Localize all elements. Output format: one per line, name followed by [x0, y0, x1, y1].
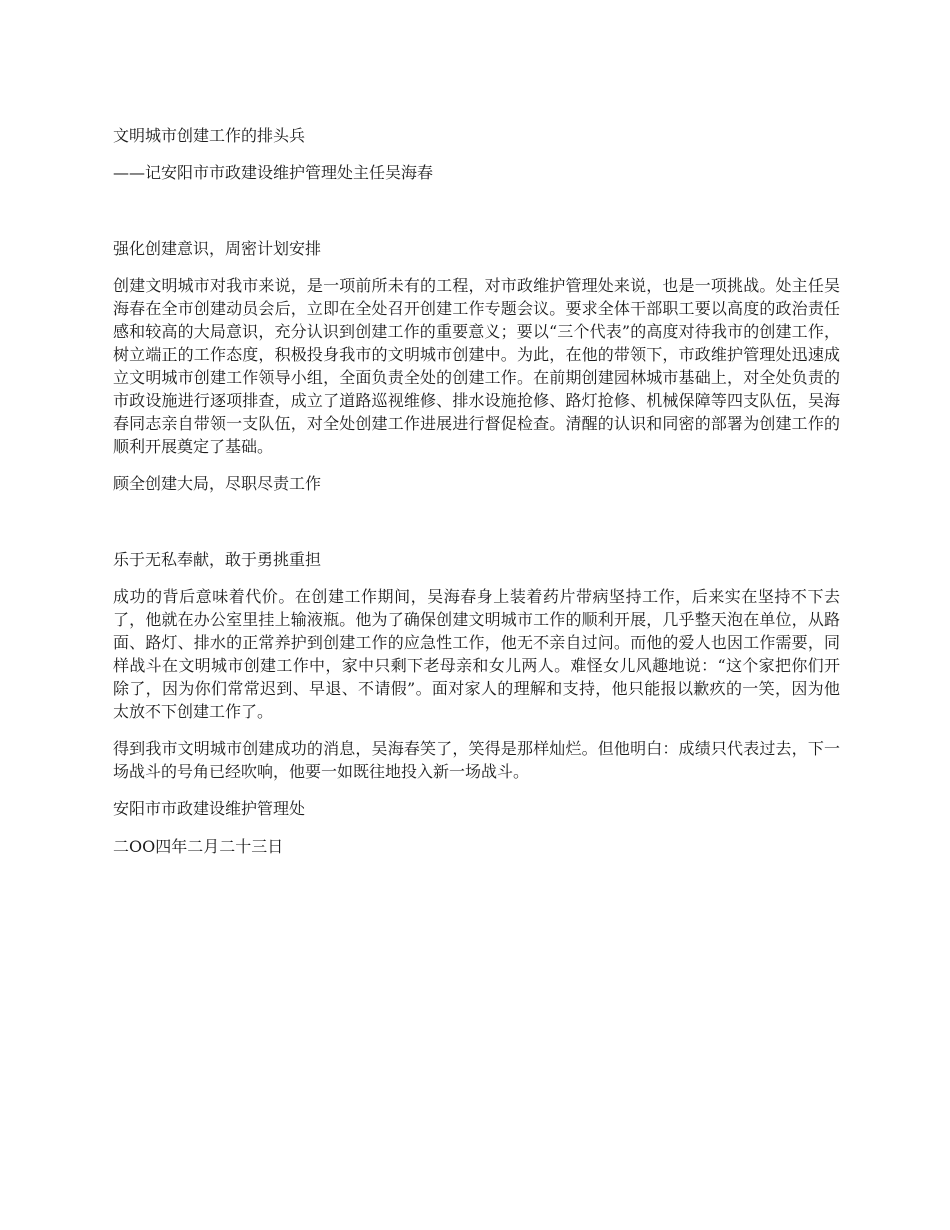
- section-3-paragraph-2: 得到我市文明城市创建成功的消息，吴海春笑了，笑得是那样灿烂。但他明白：成绩只代表过去，下一场战斗的号角已经吹响，他要一如既往地投入新一场战斗。: [113, 739, 840, 781]
- section-heading-3: 乐于无私奉献，敢于勇挑重担: [113, 550, 322, 569]
- document-page: [113, 124, 840, 859]
- section-1-paragraph-1: 创建文明城市对我市来说，是一项前所未有的工程，对市政维护管理处来说，也是一项挑战。处主任吴海春在全市创建动员会后，立即在全处召开创建工作专题会议。要求全体干部职工要以高度的政治责任感和较高的大局意识，充分认识到创建工作的重要意义；要以“三个代表”的高度对待我市的创建工作，树立端正的工作态度，积极投身我市的文明城市创建中。为此，在他的带领下，市政维护管理处迅速成立文明城市创建工作领导小组，全面负责全处的创建工作。在前期创建园林城市基础上，对全处负责的市政设施进行逐项排查，成立了道路巡视维修、排水设施抢修、路灯抢修、机械保障等四支队伍，吴海春同志亲自带领一支队伍，对全处创建工作进展进行督促检查。清醒的认识和同密的部署为创建工作的顺利开展奠定了基础。: [113, 276, 840, 456]
- document-subtitle: ——记安阳市市政建设维护管理处主任吴海春: [113, 163, 434, 182]
- section-heading-2: 顾全创建大局，尽职尽责工作: [113, 474, 322, 493]
- section-3-paragraph-1: 成功的背后意味着代价。在创建工作期间，吴海春身上装着药片带病坚持工作，后来实在坚持不下去了，他就在办公室里挂上输液瓶。他为了确保创建文明城市工作的顺利开展，几乎整天泡在单位，从路面、路灯、排水的正常养护到创建工作的应急性工作，他无不亲自过问。而他的爱人也因工作需要，同样战斗在文明城市创建工作中，家中只剩下老母亲和女儿两人。难怪女儿风趣地说：“这个家把你们开除了，因为你们常常迟到、早退、不请假”。面对家人的理解和支持，他只能报以歉疚的一笑，因为他太放不下创建工作了。: [113, 587, 840, 721]
- section-heading-1: 强化创建意识，周密计划安排: [113, 239, 322, 258]
- signature-date: 二OO四年二月二十三日: [113, 837, 284, 856]
- document-title: 文明城市创建工作的排头兵: [113, 126, 306, 145]
- signature-organization: 安阳市市政建设维护管理处: [113, 799, 306, 818]
